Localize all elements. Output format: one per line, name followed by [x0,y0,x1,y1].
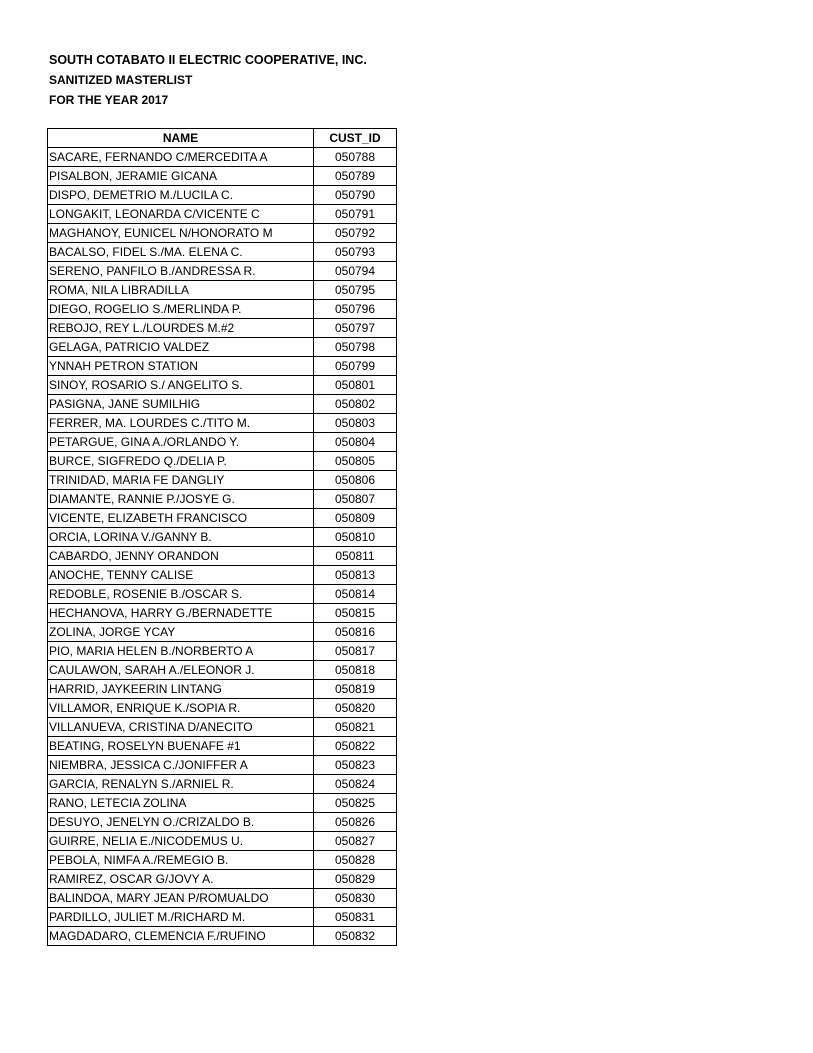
table-row [48,794,397,813]
customer-id-cell: 050798 [314,338,397,357]
table-row [48,851,397,870]
customer-id-cell: 050819 [314,680,397,699]
table-row [48,718,397,737]
customer-name-cell: RAMIREZ, OSCAR G/JOVY A. [48,870,314,889]
customer-id-cell: 050818 [314,661,397,680]
customer-name-cell: ZOLINA, JORGE YCAY [48,623,314,642]
customer-name-cell: RANO, LETECIA ZOLINA [48,794,314,813]
customer-id-cell: 050797 [314,319,397,338]
customer-id-cell: 050827 [314,832,397,851]
customer-name-cell: SACARE, FERNANDO C/MERCEDITA A [48,148,314,167]
customer-name-cell: GUIRRE, NELIA E./NICODEMUS U. [48,832,314,851]
customer-name-cell: PISALBON, JERAMIE GICANA [48,167,314,186]
table-row [48,395,397,414]
customer-name-cell: GARCIA, RENALYN S./ARNIEL R. [48,775,314,794]
customer-name-cell: ORCIA, LORINA V./GANNY B. [48,528,314,547]
table-row [48,433,397,452]
customer-id-cell: 050814 [314,585,397,604]
customer-id-cell: 050813 [314,566,397,585]
customer-id-cell: 050795 [314,281,397,300]
table-row [48,623,397,642]
table-row [48,813,397,832]
customer-name-cell: YNNAH PETRON STATION [48,357,314,376]
customer-id-cell: 050809 [314,509,397,528]
customer-id-cell: 050821 [314,718,397,737]
document-year: FOR THE YEAR 2017 [49,93,169,107]
table-row [48,224,397,243]
table-row [48,338,397,357]
table-row [48,889,397,908]
customer-name-cell: FERRER, MA. LOURDES C./TITO M. [48,414,314,433]
table-header-row [48,129,397,148]
customer-id-cell: 050825 [314,794,397,813]
table-row [48,243,397,262]
customer-id-cell: 050817 [314,642,397,661]
customer-id-cell: 050806 [314,471,397,490]
customer-name-cell: VILLANUEVA, CRISTINA D/ANECITO [48,718,314,737]
customer-id-cell: 050816 [314,623,397,642]
customer-name-cell: DESUYO, JENELYN O./CRIZALDO B. [48,813,314,832]
customer-id-cell: 050789 [314,167,397,186]
table-row [48,281,397,300]
customer-id-cell: 050796 [314,300,397,319]
customer-name-cell: HARRID, JAYKEERIN LINTANG [48,680,314,699]
customer-name-cell: ROMA, NILA LIBRADILLA [48,281,314,300]
table-row [48,376,397,395]
document-header [49,50,367,110]
table-row [48,604,397,623]
customer-name-cell: VILLAMOR, ENRIQUE K./SOPIA R. [48,699,314,718]
customer-id-cell: 050790 [314,186,397,205]
customer-name-cell: BACALSO, FIDEL S./MA. ELENA C. [48,243,314,262]
table-row [48,414,397,433]
table-row [48,699,397,718]
customer-name-cell: MAGHANOY, EUNICEL N/HONORATO M [48,224,314,243]
document-title: SOUTH COTABATO II ELECTRIC COOPERATIVE, INC. [49,53,367,67]
table-row [48,205,397,224]
table-row [48,832,397,851]
customer-id-cell: 050791 [314,205,397,224]
customer-name-cell: ANOCHE, TENNY CALISE [48,566,314,585]
customer-id-cell: 050793 [314,243,397,262]
customer-id-cell: 050810 [314,528,397,547]
table-row [48,870,397,889]
customer-name-cell: PEBOLA, NIMFA A./REMEGIO B. [48,851,314,870]
customer-name-cell: MAGDADARO, CLEMENCIA F./RUFINO [48,927,314,946]
customer-id-cell: 050824 [314,775,397,794]
table-row [48,300,397,319]
table-row [48,490,397,509]
table-row [48,737,397,756]
customer-id-cell: 050801 [314,376,397,395]
customer-name-cell: CABARDO, JENNY ORANDON [48,547,314,566]
customer-name-cell: PIO, MARIA HELEN B./NORBERTO A [48,642,314,661]
customer-name-cell: HECHANOVA, HARRY G./BERNADETTE [48,604,314,623]
table-row [48,509,397,528]
customer-name-cell: PETARGUE, GINA A./ORLANDO Y. [48,433,314,452]
customer-id-cell: 050830 [314,889,397,908]
table-row [48,585,397,604]
customer-name-cell: BEATING, ROSELYN BUENAFE #1 [48,737,314,756]
column-header-name: NAME [48,129,314,148]
customer-name-cell: BALINDOA, MARY JEAN P/ROMUALDO [48,889,314,908]
table-row [48,927,397,946]
table-row [48,452,397,471]
customer-id-cell: 050826 [314,813,397,832]
table-row [48,471,397,490]
customer-name-cell: BURCE, SIGFREDO Q./DELIA P. [48,452,314,471]
table-row [48,775,397,794]
customer-id-cell: 050804 [314,433,397,452]
table-row [48,528,397,547]
table-row [48,319,397,338]
customer-id-cell: 050831 [314,908,397,927]
masterlist-table [47,128,397,946]
table-row [48,908,397,927]
customer-id-cell: 050823 [314,756,397,775]
customer-name-cell: DIAMANTE, RANNIE P./JOSYE G. [48,490,314,509]
customer-id-cell: 050829 [314,870,397,889]
customer-name-cell: DIEGO, ROGELIO S./MERLINDA P. [48,300,314,319]
customer-name-cell: PASIGNA, JANE SUMILHIG [48,395,314,414]
table-row [48,186,397,205]
customer-name-cell: GELAGA, PATRICIO VALDEZ [48,338,314,357]
customer-id-cell: 050807 [314,490,397,509]
customer-name-cell: REDOBLE, ROSENIE B./OSCAR S. [48,585,314,604]
customer-name-cell: CAULAWON, SARAH A./ELEONOR J. [48,661,314,680]
customer-id-cell: 050792 [314,224,397,243]
customer-name-cell: DISPO, DEMETRIO M./LUCILA C. [48,186,314,205]
table-row [48,167,397,186]
table-body [48,148,397,946]
table-row [48,680,397,699]
customer-id-cell: 050811 [314,547,397,566]
table-row [48,547,397,566]
customer-id-cell: 050828 [314,851,397,870]
table-row [48,148,397,167]
customer-id-cell: 050805 [314,452,397,471]
customer-id-cell: 050802 [314,395,397,414]
customer-id-cell: 050822 [314,737,397,756]
customer-name-cell: SINOY, ROSARIO S./ ANGELITO S. [48,376,314,395]
customer-name-cell: SERENO, PANFILO B./ANDRESSA R. [48,262,314,281]
customer-name-cell: TRINIDAD, MARIA FE DANGLIY [48,471,314,490]
customer-name-cell: PARDILLO, JULIET M./RICHARD M. [48,908,314,927]
column-header-cust-id: CUST_ID [314,129,397,148]
customer-id-cell: 050794 [314,262,397,281]
customer-name-cell: VICENTE, ELIZABETH FRANCISCO [48,509,314,528]
customer-id-cell: 050820 [314,699,397,718]
table-row [48,661,397,680]
table-row [48,262,397,281]
table-row [48,566,397,585]
table-row [48,357,397,376]
table-row [48,642,397,661]
customer-name-cell: REBOJO, REY L./LOURDES M.#2 [48,319,314,338]
customer-name-cell: NIEMBRA, JESSICA C./JONIFFER A [48,756,314,775]
customer-name-cell: LONGAKIT, LEONARDA C/VICENTE C [48,205,314,224]
customer-id-cell: 050799 [314,357,397,376]
customer-id-cell: 050815 [314,604,397,623]
table-row [48,756,397,775]
customer-id-cell: 050832 [314,927,397,946]
customer-id-cell: 050788 [314,148,397,167]
document-subtitle: SANITIZED MASTERLIST [49,73,193,87]
customer-id-cell: 050803 [314,414,397,433]
